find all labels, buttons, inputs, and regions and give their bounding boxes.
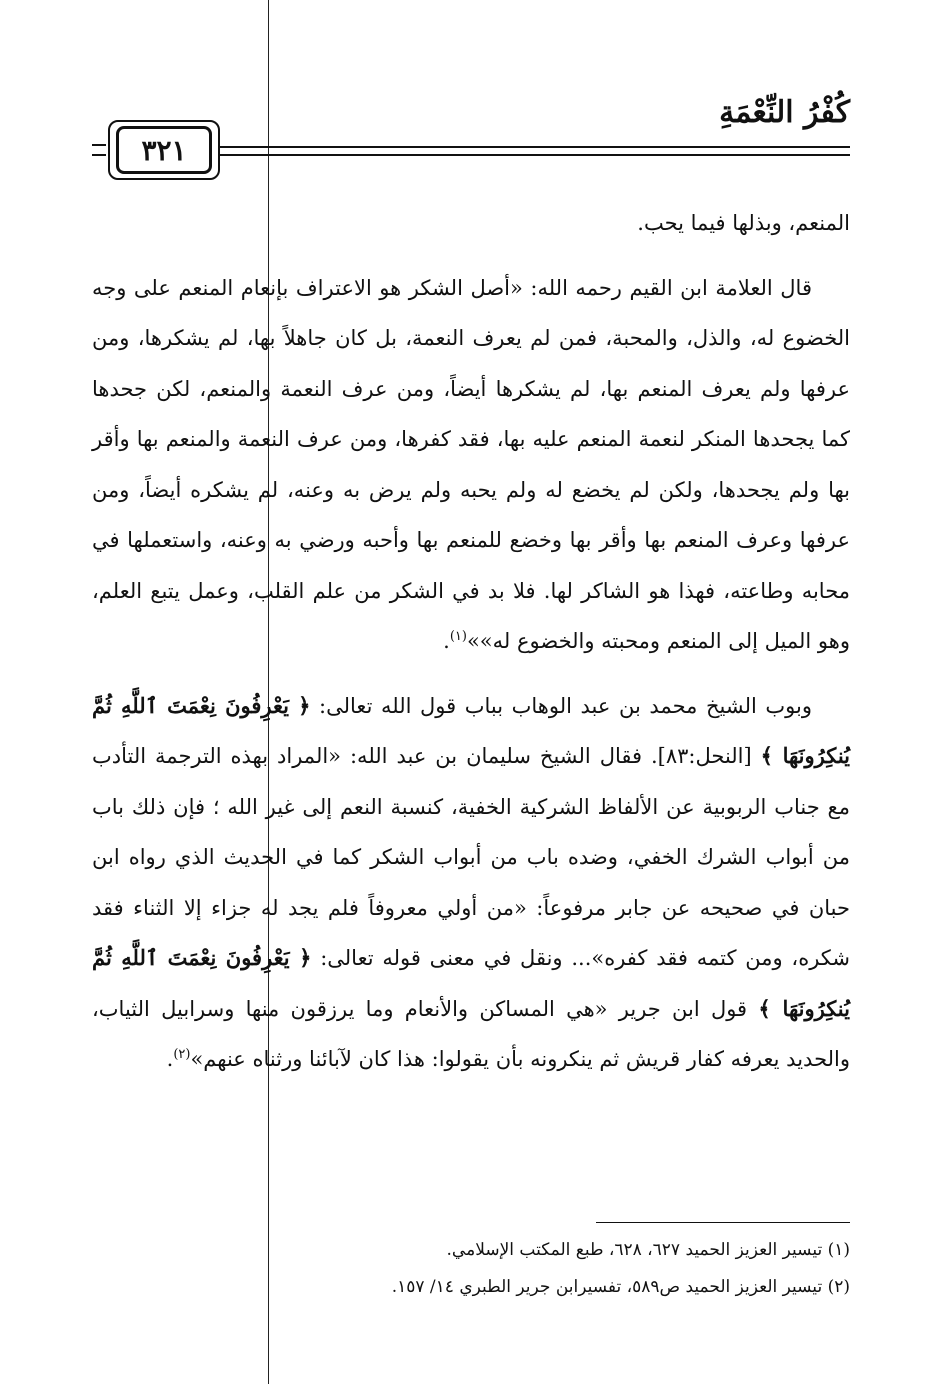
header-rule-top [218, 146, 850, 148]
footnotes [92, 1232, 850, 1306]
paragraph-text: قول ابن جرير «هي المساكن والأنعام وما يرزقون منها وسرابيل الثياب، والحديد يعرفه كفار قريش ثم ينكرونه بأن يقولوا: هذا كان لآبائنا ورثناه عنهم» [92, 996, 850, 1071]
footnote-separator [596, 1222, 850, 1223]
paragraph-text: المنعم، وبذلها فيما يحب. [637, 211, 850, 235]
page-number-dash [92, 144, 106, 156]
body-paragraph [92, 198, 850, 249]
chapter-title: كُفْرُ النِّعْمَةِ [719, 95, 850, 130]
footnote-marker: (٢) [173, 1047, 191, 1062]
paragraph-text: قال العلامة ابن القيم رحمه الله: «أصل الشكر هو الاعتراف بإنعام المنعم على وجه الخضوع له، والذل، والمحبة، فمن لم يعرف النعمة، بل كان جاهلاً بها، لم يشكرها، ومن عرفها ولم يعرف المنعم بها، لم يشكرها أيضاً، ومن عرف النعمة والمنعم، لكن جحدها كما يجحدها المنكر لنعمة المنعم عليه بها، فقد كفرها، ومن عرف النعمة والمنعم بها وأقر بها ولم يجحدها، ولكن لم يخضع له ولم يحبه ولم يرض به وعنه، لم يشكره أيضاً، ومن عرفها وعرف المنعم بها وأقر بها وخضع للمنعم بها وأحبه ورضي به وعنه، واستعملها في محابه وطاعته، فهذا هو الشاكر لها. فلا بد في الشكر من علم القلب، وعمل يتبع العلم، وهو الميل إلى المنعم ومحبته والخضوع له»» [92, 275, 850, 653]
body-paragraph [92, 263, 850, 667]
paragraph-text: . [166, 1047, 174, 1071]
quran-verse: ﴿ يَعْرِفُونَ نِعْمَتَ ٱللَّهِ ثُمَّ يُنكِرُونَهَا ﴾ [92, 945, 850, 1021]
page-number-frame [108, 120, 220, 180]
paragraph-text: وبوب الشيخ محمد بن عبد الوهاب بباب قول الله تعالى: [310, 693, 812, 718]
body-text [92, 198, 850, 1085]
paragraph-text: [النحل:٨٣]. فقال الشيخ سليمان بن عبد الله: «المراد بهذه الترجمة التأدب مع جناب الربوبية عن الألفاظ الشركية الخفية، كنسبة النعم إلى غير الله ؛ فإن ذلك باب من أبواب الشرك الخفي، وضده باب من أبواب الشكر كما في الحديث الذي رواه ابن حبان في صحيحه عن جابر مرفوعاً: «من أولي معروفاً فلم يجد له جزاء إلا الثناء فقد شكره، ومن كتمه فقد كفره»... ونقل في معنى قوله تعالى: [92, 744, 850, 970]
footnote-2: (٢) تيسير العزيز الحميد ص٥٨٩، تفسيرابن جرير الطبري ١٤/ ١٥٧. [391, 1277, 850, 1297]
quran-verse: ﴿ يَعْرِفُونَ نِعْمَتَ ٱللَّهِ ثُمَّ يُنكِرُونَهَا ﴾ [92, 692, 850, 768]
body-paragraph [92, 681, 850, 1085]
paragraph-text: . [443, 629, 450, 653]
footnote-1: (١) تيسير العزيز الحميد ٦٢٧، ٦٢٨، طبع المكتب الإسلامي. [446, 1240, 850, 1260]
page-number: ٣٢١ [116, 126, 212, 174]
footnote-marker: (١) [449, 629, 467, 644]
header-rule-bottom [218, 154, 850, 156]
